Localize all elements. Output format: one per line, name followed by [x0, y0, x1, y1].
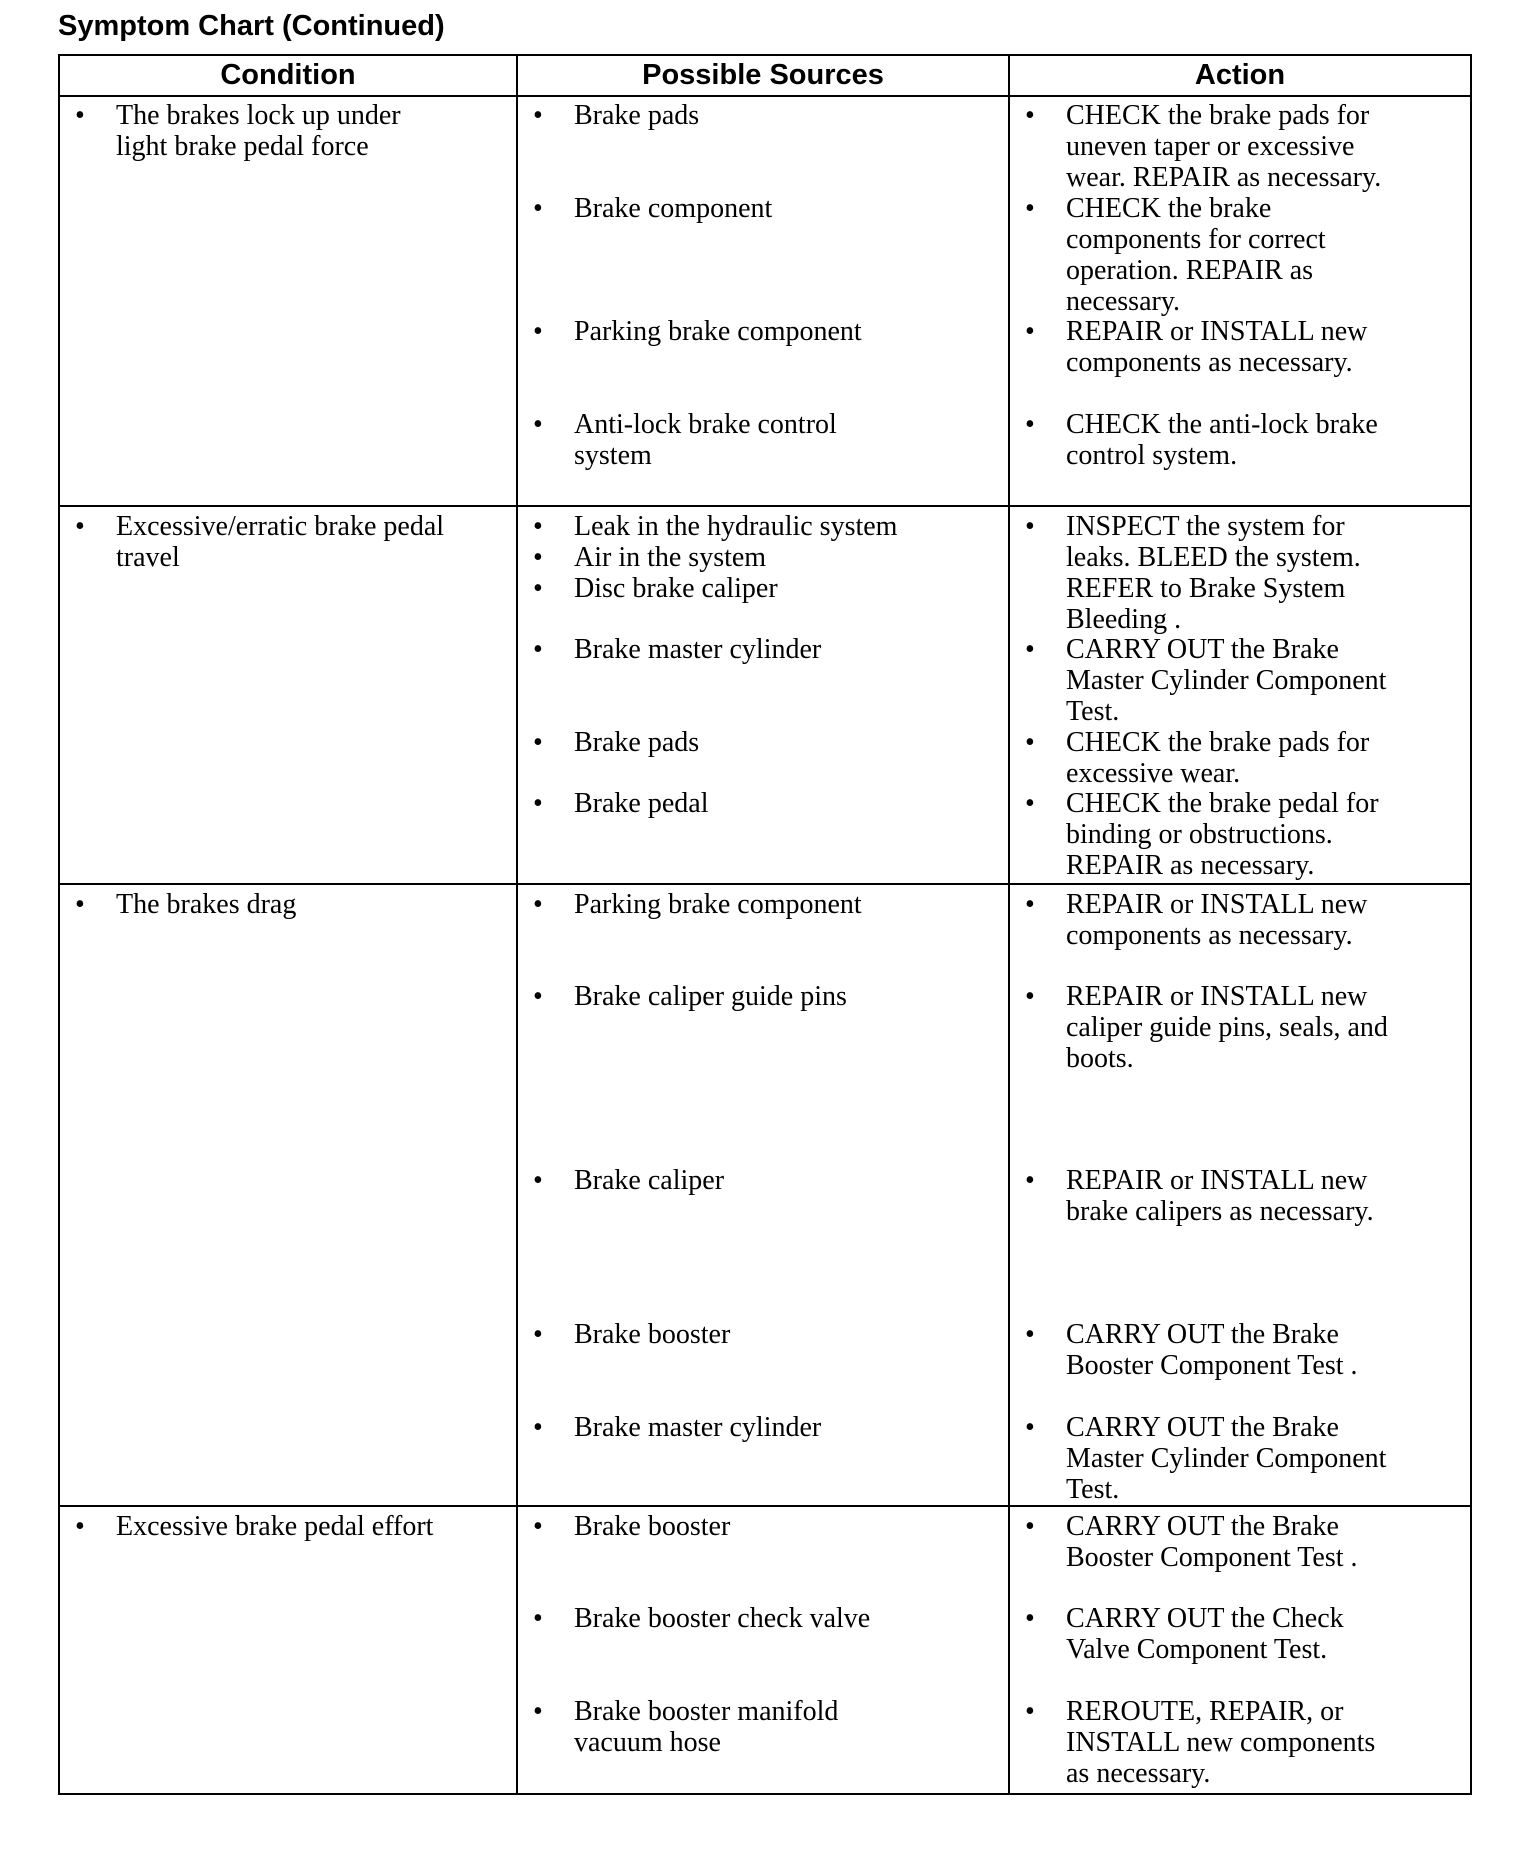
table-row [59, 884, 1471, 1506]
condition-item: • The brakes drag [116, 889, 502, 920]
source-item: • Anti-lock brake control system [574, 409, 994, 471]
source-item: • Brake component [574, 193, 994, 224]
header-condition: Condition [59, 55, 517, 96]
source-item: • Brake pads [574, 727, 994, 758]
source-item: • Brake booster [574, 1319, 994, 1350]
action-item: • CHECK the brake pads for excessive wear. [1066, 727, 1456, 789]
source-item: • Parking brake component [574, 316, 994, 347]
source-item: • Brake pads [574, 100, 994, 131]
condition-item: • Excessive/erratic brake pedal travel [116, 511, 502, 573]
condition-cell [59, 1506, 517, 1794]
chart-title: Symptom Chart (Continued) [58, 10, 445, 42]
action-item: • CHECK the brake pedal for binding or obstructions. REPAIR as necessary. [1066, 788, 1456, 881]
condition-item: • Excessive brake pedal effort [116, 1511, 502, 1542]
source-item: • Disc brake caliper [574, 573, 994, 604]
source-item: • Brake pedal [574, 788, 994, 819]
source-item: • Brake master cylinder [574, 1412, 994, 1443]
header-possible-sources: Possible Sources [517, 55, 1009, 96]
action-cell [1009, 884, 1471, 1506]
action-item: • REPAIR or INSTALL new caliper guide pins, seals, and boots. [1066, 981, 1456, 1074]
action-item: • CARRY OUT the Brake Booster Component Test . [1066, 1319, 1456, 1381]
condition-cell [59, 96, 517, 506]
action-item: • REPAIR or INSTALL new brake calipers as necessary. [1066, 1165, 1456, 1227]
action-item: • CARRY OUT the Brake Master Cylinder Component Test. [1066, 634, 1456, 727]
table-row [59, 1506, 1471, 1794]
source-item: • Brake master cylinder [574, 634, 994, 665]
source-item: • Brake caliper guide pins [574, 981, 994, 1012]
action-item: • CHECK the brake pads for uneven taper or excessive wear. REPAIR as necessary. [1066, 100, 1456, 193]
action-item: • CHECK the brake components for correct operation. REPAIR as necessary. [1066, 193, 1456, 317]
sources-cell [517, 1506, 1009, 1794]
symptom-chart-table [58, 54, 1472, 1795]
action-item: • CHECK the anti-lock brake control system. [1066, 409, 1456, 471]
action-cell [1009, 96, 1471, 506]
action-item: • CARRY OUT the Check Valve Component Test. [1066, 1603, 1456, 1665]
action-cell [1009, 506, 1471, 884]
source-item: • Parking brake component [574, 889, 994, 920]
table-row [59, 96, 1471, 506]
action-item: • CARRY OUT the Brake Booster Component Test . [1066, 1511, 1456, 1573]
action-item: • REPAIR or INSTALL new components as necessary. [1066, 316, 1456, 378]
action-item: • REROUTE, REPAIR, or INSTALL new components as necessary. [1066, 1696, 1456, 1789]
source-item: • Brake booster [574, 1511, 994, 1542]
header-action: Action [1009, 55, 1471, 96]
source-item: • Air in the system [574, 542, 994, 573]
header-row [59, 55, 1471, 96]
source-item: • Brake booster check valve [574, 1603, 994, 1634]
source-item: • Leak in the hydraulic system [574, 511, 994, 542]
action-item: • CARRY OUT the Brake Master Cylinder Component Test. [1066, 1412, 1456, 1505]
condition-cell [59, 506, 517, 884]
sources-cell [517, 884, 1009, 1506]
source-item: • Brake caliper [574, 1165, 994, 1196]
action-cell [1009, 1506, 1471, 1794]
condition-cell [59, 884, 517, 1506]
table-row [59, 506, 1471, 884]
action-item: • INSPECT the system for leaks. BLEED the system. REFER to Brake System Bleeding . [1066, 511, 1456, 635]
action-item: • REPAIR or INSTALL new components as necessary. [1066, 889, 1456, 951]
condition-item: • The brakes lock up under light brake pedal force [116, 100, 502, 162]
sources-cell [517, 506, 1009, 884]
sources-cell [517, 96, 1009, 506]
source-item: • Brake booster manifold vacuum hose [574, 1696, 994, 1758]
